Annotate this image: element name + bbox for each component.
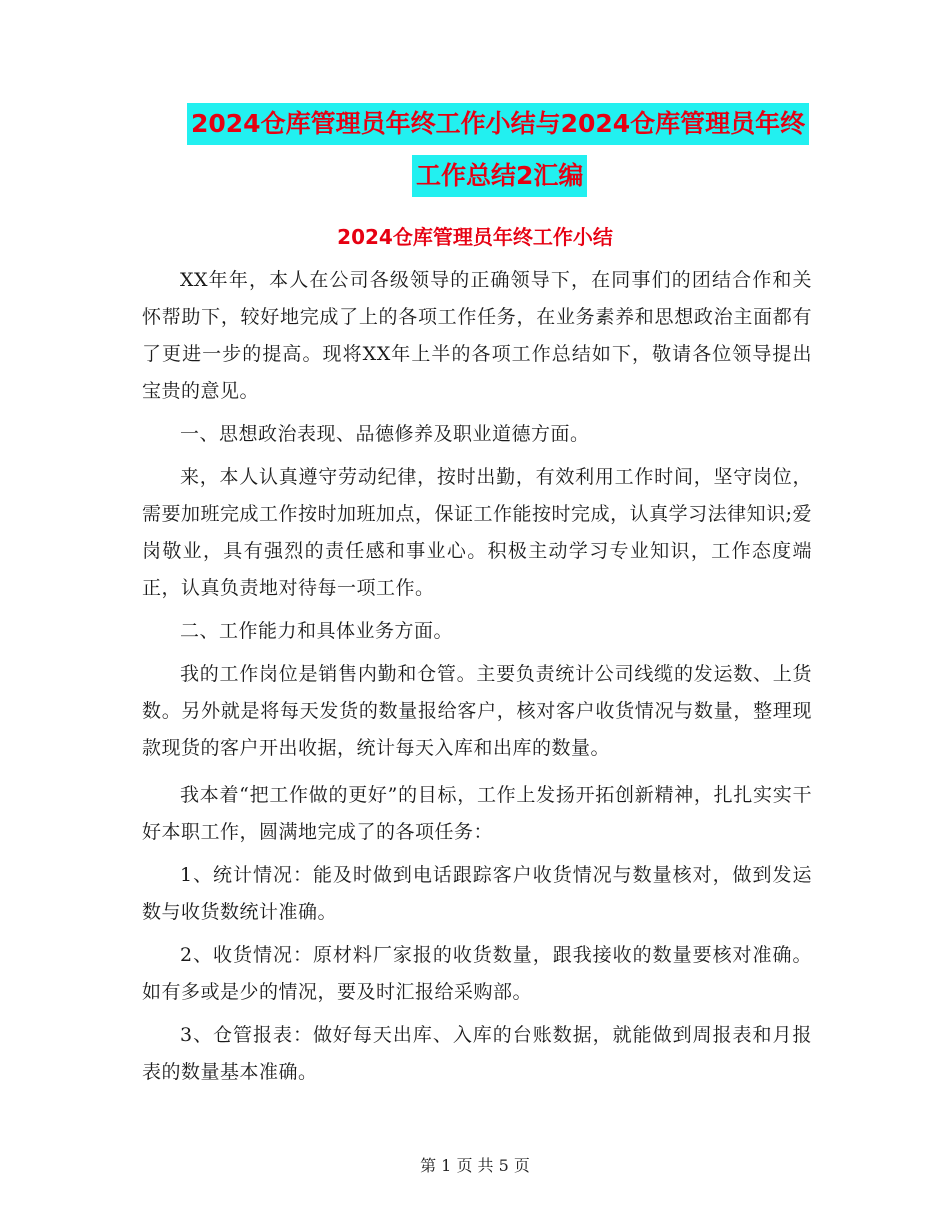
document-title-line-1: 2024仓库管理员年终工作小结与2024仓库管理员年终	[187, 103, 809, 145]
paragraph-intro: XX年年，本人在公司各级领导的正确领导下，在同事们的团结合作和关怀帮助下，较好地完成了上的各项工作任务，在业务素养和思想政治主面都有了更进一步的提高。现将XX年上半的各项工作总结如下，敬请各位领导提出宝贵的意见。	[142, 269, 812, 402]
paragraph-goal: 我本着“把工作做的更好”的目标，工作上发扬开拓创新精神，扎扎实实干好本职工作，圆满地完成了的各项任务：	[142, 784, 812, 843]
document-body	[142, 262, 812, 1091]
paragraph-item-1: 1、统计情况：能及时做到电话跟踪客户收货情况与数量核对，做到发运数与收货数统计准确。	[142, 864, 812, 923]
section-heading: 2024仓库管理员年终工作小结	[337, 225, 613, 249]
paragraph-item-3: 3、仓管报表：做好每天出库、入库的台账数据，就能做到周报表和月报表的数量基本准确。	[142, 1024, 812, 1083]
paragraph-discipline: 来，本人认真遵守劳动纪律，按时出勤，有效利用工作时间，坚守岗位，需要加班完成工作按时加班加点，保证工作能按时完成，认真学习法律知识;爱岗敬业，具有强烈的责任感和事业心。积极主动学习专业知识，工作态度端正，认真负责地对待每一项工作。	[142, 466, 812, 599]
document-title-line-2: 工作总结2汇编	[412, 155, 587, 197]
paragraph-heading-2: 二、工作能力和具体业务方面。	[180, 620, 454, 642]
paragraph-job-duties: 我的工作岗位是销售内勤和仓管。主要负责统计公司线缆的发运数、上货数。另外就是将每天发货的数量报给客户，核对客户收货情况与数量，整理现款现货的客户开出收据，统计每天入库和出库的数量。	[142, 663, 812, 759]
page-footer: 第 1 页 共 5 页	[420, 1156, 530, 1175]
paragraph-item-2: 2、收货情况：原材料厂家报的收货数量，跟我接收的数量要核对准确。如有多或是少的情况，要及时汇报给采购部。	[142, 944, 812, 1003]
paragraph-heading-1: 一、思想政治表现、品德修养及职业道德方面。	[180, 423, 590, 445]
